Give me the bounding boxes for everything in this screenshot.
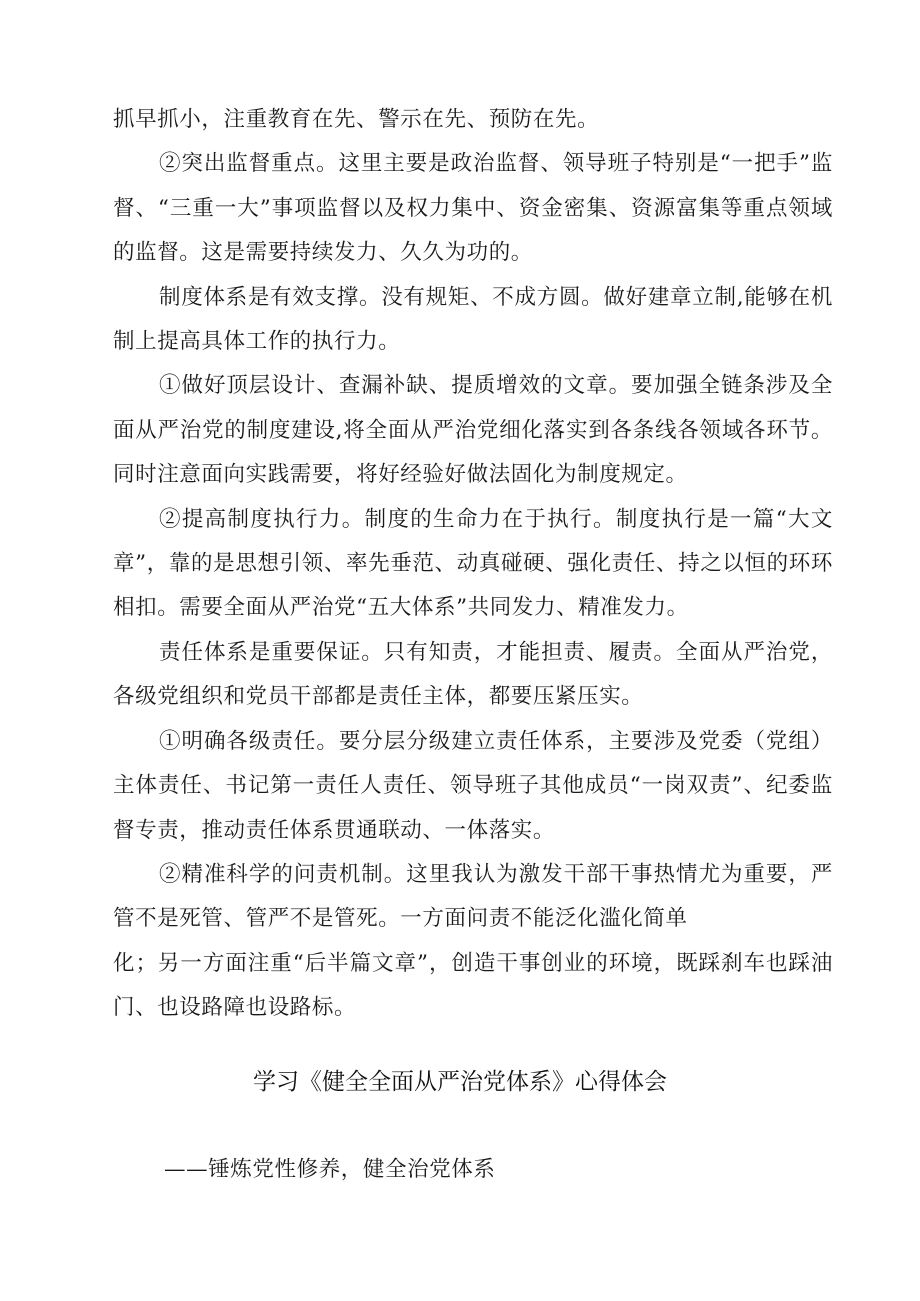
- article-title: 学习《健全全面从严治党体系》心得体会: [253, 1069, 667, 1095]
- paragraph-2: ②突出监督重点。这里主要是政治监督、领导班子特别是“一把手”监督、“三重一大”事项监督以及权力集中、资金密集、资源富集等重点领域的监督。这是需要持续发力、久久为功的。: [113, 151, 833, 266]
- article-subtitle: ——锤炼党性修养，健全治党体系: [164, 1157, 496, 1182]
- paragraph-3: 制度体系是有效支撑。没有规矩、不成方圆。做好建章立制,能够在机制上提高具体工作的执行力。: [113, 284, 833, 355]
- paragraph-8: ②精准科学的问责机制。这里我认为激发干部干事热情尤为重要，严管不是死管、管严不是管死。一方面问责不能泛化滥化简单: [113, 861, 833, 932]
- paragraph-9: 化；另一方面注重“后半篇文章”，创造干事创业的环境，既踩刹车也踩油门、也设路障也设路标。: [113, 950, 833, 1021]
- paragraph-7: ①明确各级责任。要分层分级建立责任体系，主要涉及党委（党组）主体责任、书记第一责任人责任、领导班子其他成员“一岗双责”、纪委监督专责，推动责任体系贯通联动、一体落实。: [113, 728, 833, 843]
- document-body: [113, 98, 833, 1031]
- paragraph-5: ②提高制度执行力。制度的生命力在于执行。制度执行是一篇“大文章”，靠的是思想引领、率先垂范、动真碰硬、强化责任、持之以恒的环环相扣。需要全面从严治党“五大体系”共同发力、精准发力。: [113, 506, 833, 621]
- paragraph-4: ①做好顶层设计、查漏补缺、提质增效的文章。要加强全链条涉及全面从严治党的制度建设,将全面从严治党细化落实到各条线各领域各环节。同时注意面向实践需要，将好经验好做法固化为制度规定。: [113, 373, 833, 488]
- paragraph-1: 抓早抓小，注重教育在先、警示在先、预防在先。: [113, 107, 600, 132]
- paragraph-6: 责任体系是重要保证。只有知责，才能担责、履责。全面从严治党，各级党组织和党员干部都是责任主体，都要压紧压实。: [113, 639, 833, 710]
